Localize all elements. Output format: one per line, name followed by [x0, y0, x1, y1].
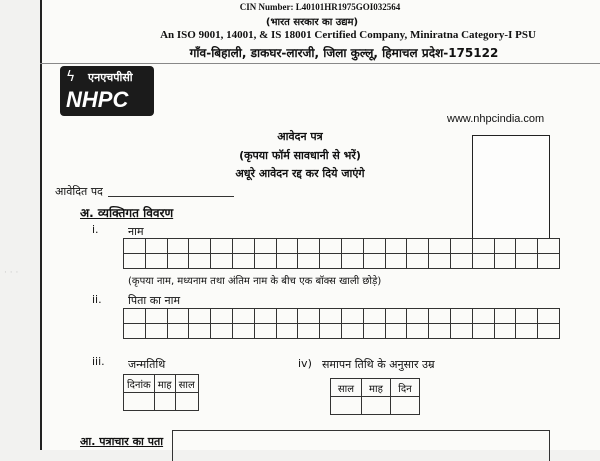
char-box[interactable] [320, 239, 342, 254]
dob-label: जन्मतिथि [128, 358, 166, 371]
post-applied-field[interactable] [108, 196, 234, 197]
cin-number: CIN Number: L40101HR1975GOI032564 [239, 2, 401, 12]
age-table[interactable] [330, 378, 420, 415]
char-box[interactable] [363, 309, 385, 324]
char-box[interactable] [211, 309, 233, 324]
iso-certification-line: An ISO 9001, 14001, & IS 18001 Certified Company, Miniratna Category-I PSU [160, 29, 536, 41]
char-box[interactable] [167, 309, 189, 324]
char-box[interactable] [298, 239, 320, 254]
char-box[interactable] [254, 309, 276, 324]
form-instruction: (कृपया फॉर्म सावधानी से भरें) [239, 149, 361, 162]
dob-day-header: दिनांक [124, 375, 155, 393]
age-month-field[interactable] [362, 397, 391, 415]
char-box[interactable] [211, 324, 233, 339]
char-box[interactable] [320, 324, 342, 339]
dob-month-field[interactable] [154, 393, 175, 411]
govt-enterprise-line: (भारत सरकार का उद्यम) [265, 17, 359, 28]
char-box[interactable] [450, 324, 472, 339]
char-box[interactable] [429, 309, 451, 324]
dob-month-header: माह [154, 375, 175, 393]
char-box[interactable] [472, 309, 494, 324]
char-box[interactable] [298, 254, 320, 269]
char-box[interactable] [472, 254, 494, 269]
char-box[interactable] [145, 254, 167, 269]
char-box[interactable] [538, 239, 560, 254]
char-box[interactable] [363, 324, 385, 339]
section-a-title: अ. व्यक्तिगत विवरण [80, 206, 174, 220]
char-box[interactable] [124, 254, 146, 269]
char-box[interactable] [363, 239, 385, 254]
nhpc-logo [60, 66, 154, 116]
char-box[interactable] [429, 324, 451, 339]
char-box[interactable] [167, 324, 189, 339]
char-box[interactable] [407, 324, 429, 339]
char-box[interactable] [276, 324, 298, 339]
logo-english-text: NHPC [66, 87, 129, 112]
name-label: नाम [128, 225, 144, 238]
item-iv-number: iv) [298, 357, 312, 370]
dob-day-field[interactable] [124, 393, 155, 411]
char-box[interactable] [189, 309, 211, 324]
char-box[interactable] [124, 239, 146, 254]
lightning-bolt-icon: ϟ [66, 69, 76, 85]
char-box[interactable] [516, 324, 538, 339]
item-i-number: i. [92, 223, 99, 236]
char-box[interactable] [254, 239, 276, 254]
char-box[interactable] [494, 309, 516, 324]
char-box[interactable] [124, 324, 146, 339]
char-box[interactable] [494, 324, 516, 339]
dob-year-header: साल [175, 375, 198, 393]
char-box[interactable] [254, 324, 276, 339]
char-box[interactable] [189, 254, 211, 269]
char-box[interactable] [341, 254, 363, 269]
age-year-header: साल [331, 379, 362, 397]
char-box[interactable] [472, 239, 494, 254]
name-instruction-note: (कृपया नाम, मध्यनाम तथा अंतिम नाम के बीच एक बॉक्स खाली छोड़े) [128, 276, 382, 287]
char-box[interactable] [341, 239, 363, 254]
age-label: समापन तिथि के अनुसार उम्र [322, 358, 435, 371]
char-box[interactable] [538, 254, 560, 269]
char-box[interactable] [472, 324, 494, 339]
char-box[interactable] [407, 254, 429, 269]
char-box[interactable] [211, 239, 233, 254]
char-box[interactable] [429, 239, 451, 254]
char-box[interactable] [538, 324, 560, 339]
dob-year-field[interactable] [175, 393, 198, 411]
father-name-label: पिता का नाम [128, 294, 181, 307]
char-box[interactable] [429, 254, 451, 269]
char-box[interactable] [232, 239, 254, 254]
char-box[interactable] [167, 239, 189, 254]
char-box[interactable] [538, 309, 560, 324]
char-box[interactable] [450, 309, 472, 324]
char-box[interactable] [167, 254, 189, 269]
char-box[interactable] [276, 309, 298, 324]
dob-table[interactable] [123, 374, 199, 411]
age-year-field[interactable] [331, 397, 362, 415]
char-box[interactable] [385, 239, 407, 254]
char-box[interactable] [363, 254, 385, 269]
age-day-field[interactable] [391, 397, 420, 415]
father-name-box-grid[interactable] [123, 308, 560, 339]
char-box[interactable] [189, 324, 211, 339]
age-month-header: माह [362, 379, 391, 397]
char-box[interactable] [341, 309, 363, 324]
company-address: गाँव-बिहाली, डाकघर-लारजी, जिला कुल्लू, हिमाचल प्रदेश-175122 [189, 46, 499, 60]
char-box[interactable] [254, 254, 276, 269]
website-url: www.nhpcindia.com [447, 113, 545, 125]
logo-hindi-text: एनएचपीसी [88, 71, 133, 84]
post-applied-label: आवेदित पद [55, 185, 103, 198]
form-title: आवेदन पत्र [277, 130, 323, 143]
char-box[interactable] [516, 239, 538, 254]
char-box[interactable] [276, 254, 298, 269]
char-box[interactable] [450, 239, 472, 254]
char-box[interactable] [385, 254, 407, 269]
char-box[interactable] [385, 309, 407, 324]
correspondence-address-field[interactable] [172, 430, 550, 461]
char-box[interactable] [232, 324, 254, 339]
char-box[interactable] [298, 309, 320, 324]
form-warning: अधूरे आवेदन रद्द कर दिये जाएंगे [235, 167, 365, 180]
char-box[interactable] [450, 254, 472, 269]
char-box[interactable] [145, 239, 167, 254]
char-box[interactable] [320, 309, 342, 324]
char-box[interactable] [516, 254, 538, 269]
char-box[interactable] [145, 309, 167, 324]
name-box-grid[interactable] [123, 238, 560, 269]
char-box[interactable] [276, 239, 298, 254]
char-box[interactable] [494, 254, 516, 269]
char-box[interactable] [494, 239, 516, 254]
bleed-through-marks: · · · [4, 268, 19, 278]
char-box[interactable] [385, 324, 407, 339]
item-iii-number: iii. [92, 355, 105, 368]
char-box[interactable] [407, 309, 429, 324]
char-box[interactable] [341, 324, 363, 339]
age-day-header: दिन [391, 379, 420, 397]
char-box[interactable] [232, 309, 254, 324]
char-box[interactable] [298, 324, 320, 339]
char-box[interactable] [145, 324, 167, 339]
char-box[interactable] [320, 254, 342, 269]
item-ii-number: ii. [92, 293, 102, 306]
char-box[interactable] [189, 239, 211, 254]
char-box[interactable] [407, 239, 429, 254]
section-b-title: आ. पत्राचार का पता [80, 435, 164, 448]
char-box[interactable] [232, 254, 254, 269]
char-box[interactable] [211, 254, 233, 269]
char-box[interactable] [516, 309, 538, 324]
header-divider [40, 63, 600, 64]
char-box[interactable] [124, 309, 146, 324]
